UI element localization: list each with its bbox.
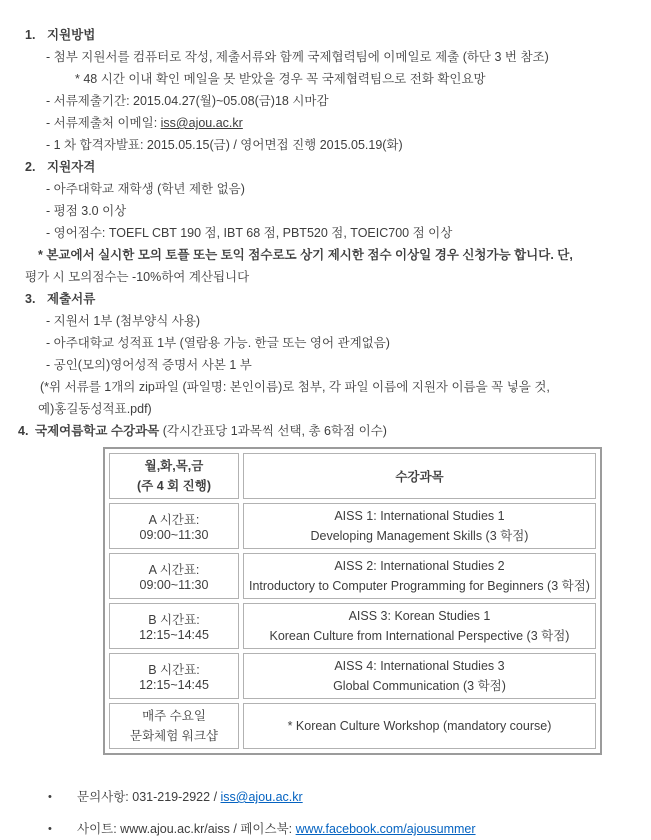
- workshop-day: 매주 수요일: [142, 709, 206, 723]
- section-4-title: 국제여름학교 수강과목: [35, 424, 160, 438]
- course-cell: [243, 503, 596, 549]
- section-3-item-1: - 지원서 1부 (첨부양식 사용): [46, 314, 201, 328]
- email-label: - 서류제출처 이메일:: [46, 116, 161, 130]
- footer: [0, 786, 651, 840]
- course-title: * Korean Culture Workshop (mandatory course): [287, 719, 552, 733]
- course-cell: [243, 553, 596, 599]
- course-table-row: [109, 653, 596, 699]
- section-1-item-4: - 1 차 합격자발표: 2015.05.15(금) / 영어면접 진행 2015.05.19(화): [46, 138, 403, 152]
- section-2-item-2: - 평점 3.0 이상: [46, 204, 127, 218]
- section-2-heading: [25, 156, 651, 178]
- section-3-item-2: - 아주대학교 성적표 1부 (열람용 가능. 한글 또는 영어 관계없음): [46, 336, 390, 350]
- site-line: [48, 818, 651, 840]
- section-2-title: 지원자격: [47, 160, 96, 174]
- header-course-cell: 수강과목: [243, 453, 596, 499]
- facebook-link[interactable]: www.facebook.com/ajousummer: [295, 822, 476, 836]
- course-title: AISS 4: International Studies 3: [334, 659, 505, 673]
- site-text: 사이트: www.ajou.ac.kr/aiss / 페이스북:: [77, 822, 296, 836]
- header-time-line-2: (주 4 회 진행): [137, 479, 211, 493]
- course-cell: [243, 703, 596, 749]
- section-2-number: 2.: [25, 160, 36, 174]
- section-3-heading: [25, 288, 651, 310]
- bullet-icon: •: [48, 791, 52, 803]
- submission-email-link[interactable]: iss@ajou.ac.kr: [160, 116, 243, 130]
- course-subtitle: Developing Management Skills (3 학점): [310, 529, 529, 543]
- header-time-cell: [109, 453, 239, 499]
- section-3-zip-note-1: (*위 서류를 1개의 zip파일 (파일명: 본인이름)로 첨부, 각 파일 이름에 지원자 이름을 꼭 넣을 것,: [40, 380, 550, 394]
- section-3-item-3: - 공인(모의)영어성적 증명서 사본 1 부: [46, 358, 252, 372]
- section-1-item-3: [46, 112, 651, 134]
- section-2-item-3: - 영어점수: TOEFL CBT 190 점, IBT 68 점, PBT520 점, TOEIC700 점 이상: [46, 226, 453, 240]
- section-1-heading: [25, 24, 651, 46]
- contact-line: [48, 786, 651, 808]
- section-3-title: 제출서류: [47, 292, 96, 306]
- course-cell: [243, 653, 596, 699]
- contact-email-link[interactable]: iss@ajou.ac.kr: [220, 790, 303, 804]
- course-subtitle: Korean Culture from International Perspective (3 학점): [269, 629, 570, 643]
- workshop-label: 문화체험 워크샵: [130, 729, 218, 743]
- course-table: [103, 447, 602, 755]
- section-4-title-suffix: (각시간표당 1과목씩 선택, 총 6학점 이수): [159, 424, 387, 438]
- course-table-header-row: [109, 453, 596, 499]
- section-2-note-continued: 평가 시 모의점수는 -10%하여 계산됩니다: [25, 270, 250, 284]
- course-table-row: [109, 553, 596, 599]
- contact-text: 문의사항: 031-219-2922 /: [77, 790, 221, 804]
- course-title: AISS 3: Korean Studies 1: [348, 609, 491, 623]
- section-1-note: * 48 시간 이내 확인 메일을 못 받았을 경우 꼭 국제협력팀으로 전화 확인요망: [75, 72, 486, 86]
- course-table-row: [109, 503, 596, 549]
- section-3-zip-note-2: 예)홍길동성적표.pdf): [38, 402, 152, 416]
- bullet-icon: •: [48, 823, 52, 835]
- section-1-number: 1.: [25, 28, 36, 42]
- course-title: AISS 1: International Studies 1: [334, 509, 505, 523]
- section-2-item-1: - 아주대학교 재학생 (학년 제한 없음): [46, 182, 245, 196]
- section-3-number: 3.: [25, 292, 36, 306]
- section-1-item-1: - 첨부 지원서를 컴퓨터로 작성, 제출서류와 함께 국제협력팀에 이메일로 제출 (하단 3 번 참조): [46, 50, 549, 64]
- section-1-item-2: - 서류제출기간: 2015.04.27(월)~05.08(금)18 시마감: [46, 94, 329, 108]
- header-time-line-1: 월,화,목,금: [144, 459, 204, 473]
- time-cell: A 시간표: 09:00~11:30: [109, 553, 239, 599]
- time-cell: B 시간표: 12:15~14:45: [109, 653, 239, 699]
- course-table-row: [109, 603, 596, 649]
- time-cell: A 시간표: 09:00~11:30: [109, 503, 239, 549]
- course-table-row: [109, 703, 596, 749]
- course-title: AISS 2: International Studies 2: [334, 559, 505, 573]
- time-cell: [109, 703, 239, 749]
- time-cell: B 시간표: 12:15~14:45: [109, 603, 239, 649]
- section-2-note-bold: * 본교에서 실시한 모의 토플 또는 토익 점수로도 상기 제시한 점수 이상일 경우 신청가능 합니다. 단,: [38, 248, 573, 262]
- section-4-number: 4.: [18, 424, 29, 438]
- course-subtitle: Global Communication (3 학점): [333, 679, 506, 693]
- course-subtitle: Introductory to Computer Programming for Beginners (3 학점): [249, 579, 590, 593]
- section-4-heading: [18, 420, 651, 442]
- section-1-title: 지원방법: [47, 28, 96, 42]
- course-cell: [243, 603, 596, 649]
